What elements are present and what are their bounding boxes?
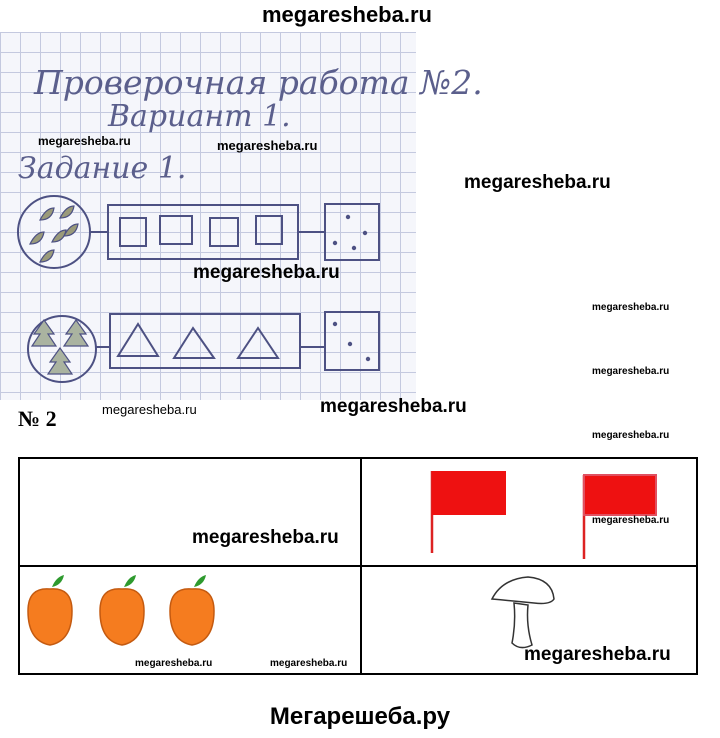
watermark-right1: megaresheba.ru <box>464 172 611 193</box>
watermark-nb3: megaresheba.ru <box>193 262 340 283</box>
triangle-shape <box>238 328 278 358</box>
watermark-mid1: megaresheba.ru <box>102 402 197 417</box>
notebook-drawing <box>0 32 483 400</box>
notebook-task: Задание 1. <box>18 151 187 186</box>
dots <box>333 215 370 361</box>
square-shape <box>256 216 282 244</box>
notebook-variant: Вариант 1. <box>108 99 291 134</box>
notebook-title: Проверочная работа №2. <box>34 63 483 102</box>
watermark-cell-tr: megaresheba.ru <box>592 515 670 526</box>
footer-title: Мегарешеба.ру <box>269 703 451 730</box>
task2-label: № 2 <box>18 406 57 431</box>
watermark-nb1: megaresheba.ru <box>38 134 131 148</box>
cell-top-right <box>360 457 698 567</box>
watermark-mid2: megaresheba.ru <box>320 396 467 417</box>
triangles-set-box <box>110 314 300 368</box>
watermark-nb2: megaresheba.ru <box>217 138 318 153</box>
square-shape <box>160 216 192 244</box>
flags-drawing <box>362 459 696 565</box>
task2-table <box>18 457 698 675</box>
cell-top-left <box>18 457 362 567</box>
dots-box-2 <box>325 312 379 370</box>
watermark-cell-bl1: megaresheba.ru <box>135 658 213 669</box>
square-shape <box>120 218 146 246</box>
leaves-set-circle <box>18 196 90 268</box>
mushroom-icon <box>492 577 554 648</box>
watermark-cell-br: megaresheba.ru <box>524 644 671 665</box>
dots-box-1 <box>325 204 379 260</box>
squares-set-box <box>108 205 298 259</box>
notebook-photo <box>0 32 483 400</box>
apple-icon <box>100 575 144 645</box>
watermark-right4: megaresheba.ru <box>592 430 670 441</box>
watermark-top: megaresheba.ru <box>262 2 432 27</box>
apple-icon <box>170 575 214 645</box>
flag-icon <box>432 471 506 553</box>
square-shape <box>210 218 238 246</box>
tree-icons <box>32 320 88 374</box>
watermark-right3: megaresheba.ru <box>592 366 670 377</box>
triangle-shape <box>174 328 214 358</box>
triangle-shape <box>118 324 158 356</box>
watermark-cell-bl2: megaresheba.ru <box>270 658 348 669</box>
leaf-icons <box>30 206 78 262</box>
watermark-cell-tl: megaresheba.ru <box>192 527 339 548</box>
watermark-right2: megaresheba.ru <box>592 302 670 313</box>
apple-icon <box>28 575 72 645</box>
